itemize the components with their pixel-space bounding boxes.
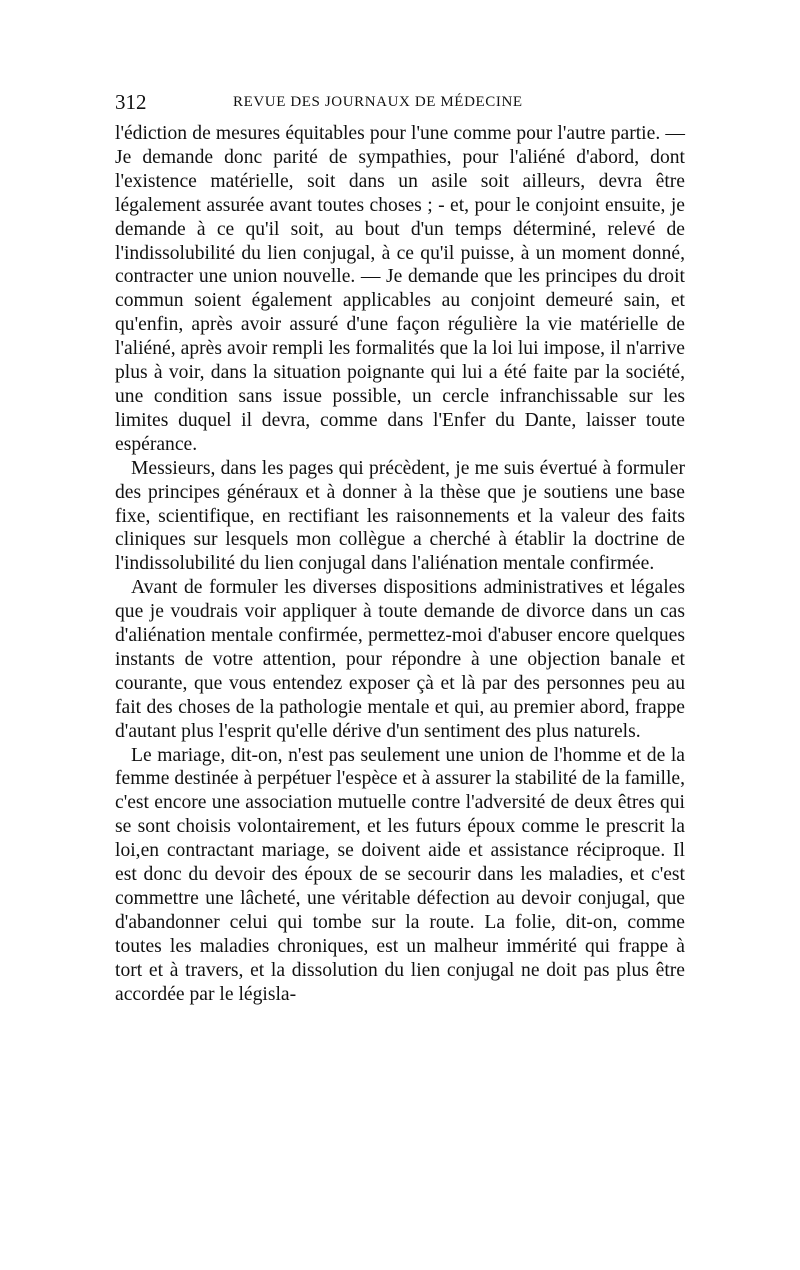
page-number: 312 [115, 90, 147, 114]
page-header [115, 90, 685, 122]
book-page [115, 90, 685, 1007]
paragraph: Le mariage, dit-on, n'est pas seulement une union de l'homme et de la femme destinée à perpétuer l'espèce et à assurer la stabilité de la famille, c'est encore une association mutuelle contre l'adversité de deux êtres qui se sont choisis volontairement, et les futurs époux comme le prescrit la loi,en contractant mariage, se doivent aide et assistance réciproque. Il est donc du devoir des époux de se secourir dans les maladies, et c'est commettre une lâcheté, une véritable défection au devoir conjugal, que d'abandonner celui qui tombe sur la route. La folie, dit-on, comme toutes les maladies chroniques, est un malheur immérité qui frappe à tort et à travers, et la dissolution du lien conjugal ne doit pas plus être accordée par le législa- [115, 744, 685, 1005]
paragraph-continuation: l'édiction de mesures équitables pour l'une comme pour l'autre partie. — Je demande donc parité de sympathies, pour l'aliéné d'abord, dont l'existence matérielle, soit dans un asile soit ailleurs, devra être légalement assurée avant toutes choses ; - et, pour le conjoint ensuite, je demande à ce qu'il soit, au bout d'un temps déterminé, relevé de l'indissolubilité du lien conjugal, à ce qu'il puisse, à un moment donné, contracter une union nouvelle. — Je demande que les principes du droit commun soient également applicables au conjoint demeuré sain, et qu'enfin, après avoir assuré d'une façon régulière la vie matérielle de l'aliéné, après avoir rempli les formalités que la loi lui impose, il n'arrive plus à voir, dans la situation poignante qui lui a été faite par la société, une condition sans issue possible, un cercle infranchissable sur les limites duquel il devra, comme dans l'Enfer du Dante, laisser toute espérance. [115, 123, 685, 455]
paragraph: Avant de formuler les diverses dispositions administratives et légales que je voudrais voir appliquer à toute demande de divorce dans un cas d'aliénation mentale confirmée, permettez-moi d'abuser encore quelques instants de votre attention, pour répondre à une objection banale et courante, que vous entendez exposer çà et là par des personnes peu au fait des choses de la pathologie mentale et qui, au premier abord, frappe d'autant plus l'esprit qu'elle dérive d'un sentiment des plus naturels. [115, 577, 685, 742]
running-title: REVUE DES JOURNAUX DE MÉDECINE [233, 94, 523, 110]
body-text [115, 122, 685, 1007]
paragraph: Messieurs, dans les pages qui précèdent, je me suis évertué à formuler des principes généraux et à donner à la thèse que je soutiens une base fixe, scientifique, en rectifiant les raisonnements et la valeur des faits cliniques sur lesquels mon collègue a cherché à établir la doctrine de l'indissolubilité du lien conjugal dans l'aliénation mentale confirmée. [115, 457, 685, 575]
